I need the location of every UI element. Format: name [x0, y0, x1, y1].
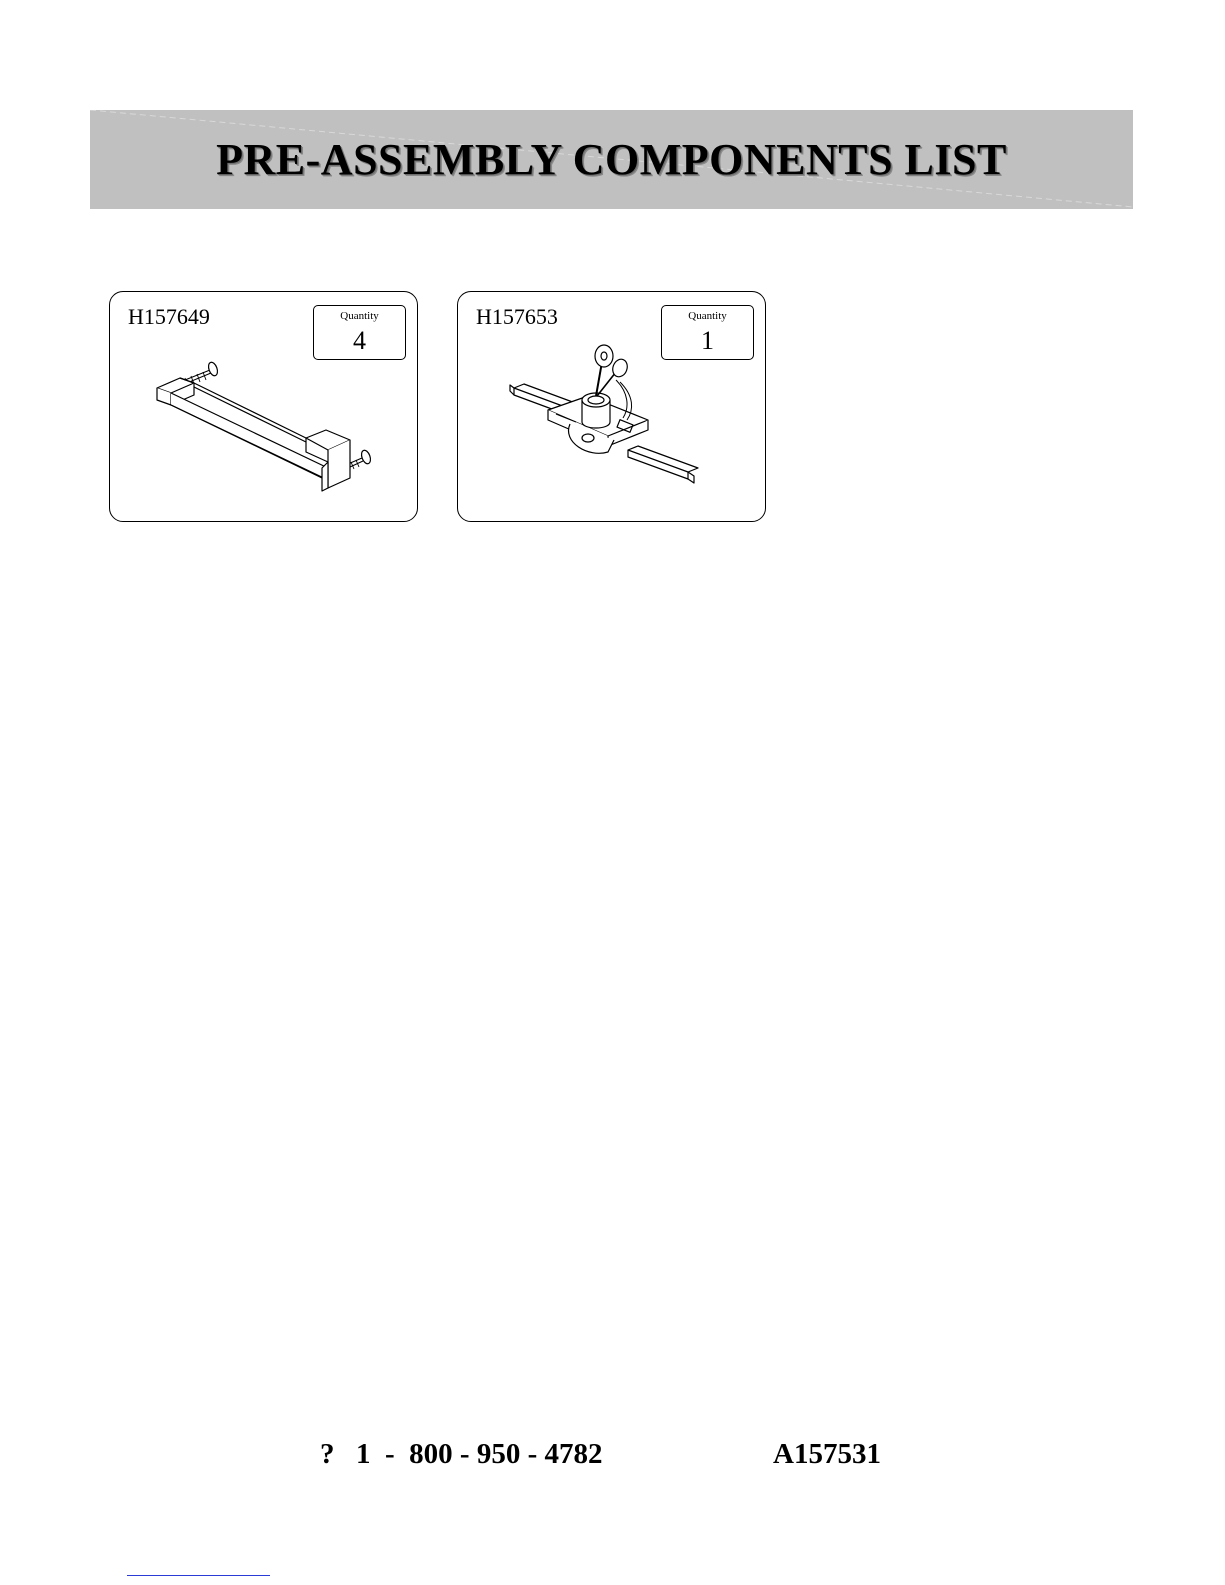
- page-title: PRE-ASSEMBLY COMPONENTS LIST: [216, 135, 1007, 184]
- part-card-h157653: [457, 291, 766, 522]
- phone-icon: ?: [320, 1438, 335, 1470]
- quantity-value: 1: [701, 326, 714, 355]
- support-phone-number[interactable]: 1 - 800 - 950 - 4782: [356, 1438, 603, 1470]
- part-card-h157649: [109, 291, 418, 522]
- quantity-value: 4: [353, 326, 366, 355]
- quantity-label: Quantity: [340, 310, 379, 322]
- document-code: A157531: [773, 1438, 881, 1470]
- part-number: H157653: [476, 304, 558, 329]
- quantity-label: Quantity: [688, 310, 727, 322]
- link-underline[interactable]: [127, 1575, 270, 1576]
- handle-with-screws-icon: [110, 292, 419, 523]
- lock-with-keys-icon: [458, 292, 767, 523]
- footer: [0, 1438, 1225, 1478]
- part-number: H157649: [128, 304, 210, 329]
- title-banner: [90, 110, 1133, 209]
